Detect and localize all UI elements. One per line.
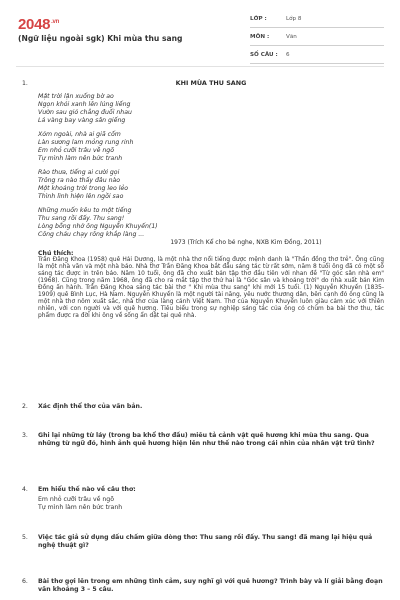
poem-stanza (38, 169, 384, 201)
question-1 (16, 80, 384, 320)
question-3 (16, 432, 384, 448)
poem-line: Thu sang rồi đấy. Thu sang! (38, 214, 125, 222)
poem-stanza (38, 207, 384, 239)
meta-row-grade (250, 10, 384, 28)
quoted-line: Em nhỏ cưỡi trâu về ngõ (38, 495, 115, 503)
poem-line: Rào thưa, tiếng ai cười gọi (38, 168, 120, 176)
poem-stanza (38, 93, 384, 125)
question-text: Em hiểu thế nào về câu thơ: (38, 486, 136, 493)
document-title: (Ngữ liệu ngoài sgk) Khi mùa thu sang (18, 34, 183, 43)
meta-label: MÔN : (250, 33, 270, 40)
poem-line: Em nhỏ cưỡi trâu về ngõ (38, 146, 115, 154)
poem-line: Trông ra nào thấy đâu nào (38, 176, 121, 184)
meta-label: LỚP : (250, 15, 267, 22)
logo-suffix: .vn (51, 19, 59, 25)
poem-line: Mặt trời lặn xuống bờ ao (38, 92, 114, 100)
question-text: Xác định thể thơ của văn bản. (38, 403, 143, 410)
meta-value: Văn (286, 33, 297, 40)
poem-title: KHI MÙA THU SANG (175, 79, 247, 87)
poem-line: Xóm ngoài, nhà ai giã cốm (38, 130, 121, 138)
question-number: 4. (22, 486, 28, 493)
quoted-lines (38, 496, 384, 513)
meta-value: 6 (286, 51, 290, 58)
poem-line: Vườn sau gió chẳng đuổi nhau (38, 108, 132, 116)
question-number: 5. (22, 534, 28, 541)
meta-row-subject (250, 28, 384, 46)
header-divider (16, 66, 384, 67)
poem-line: Ngọn khói xanh lên lúng liếng (38, 100, 131, 108)
poem-line: Một khoảng trời trong leo lẻo (38, 184, 129, 192)
site-logo[interactable] (18, 16, 59, 33)
poem-line: Lá vàng bay vàng sân giếng (38, 116, 126, 124)
poem-stanza (38, 131, 384, 163)
poem-line: Những muốn kêu to một tiếng (38, 206, 132, 214)
poem-line: Lòng bỗng nhớ ông Nguyễn Khuyến(1) (38, 222, 158, 230)
question-number: 2. (22, 403, 28, 410)
question-text: Việc tác giả sử dụng dấu chấm giữa dòng thơ: Thu sang rồi đấy. Thu sang! đã mang lại hiệu quả nghệ thuật gì? (38, 534, 373, 549)
poem-line: Thình lình hiện lên ngồi sao (38, 192, 124, 200)
poem-line: Tự mình làm nên bức tranh (38, 154, 123, 162)
question-number: 1. (22, 80, 28, 87)
quoted-line: Tự mình làm nên bức tranh (38, 504, 123, 512)
meta-table (250, 10, 384, 64)
question-2 (16, 403, 384, 411)
note-body: Trần Đăng Khoa (1958) quê Hải Dương, là một nhà thơ nổi tiếng được mệnh danh là "Thần đồng thơ trẻ". Ông cũng là một nhà văn và một nhà báo. Nhà thơ Trần Đăng Khoa bắt đầu sáng tác từ rất sớm, năm 8 tuổi ông đã có một số sáng tác được in trên báo. Năm 10 tuổi, ông đã cho xuất bản tập thơ đầu tiên với nhan đề "Từ góc sân nhà em"(1968). Cũng trong năm 1968, ông đã cho ra mắt tập thơ thứ hai là "Góc sân và khoảng trời" do nhà xuất bản Kim Đồng ấn hành. Trần Đăng Khoa sáng tác bài thơ " Khi mùa thu sang" khi mới 15 tuổi. (1) Nguyễn Khuyến (1835-1909) quê Bình Lục, Hà Nam. Nguyễn Khuyến là một người tài năng, yêu nước thương dân, bên cạnh đó ông cũng là một nhà thơ nôm xuất sắc, nhà thơ của làng cảnh Việt Nam. Thơ của Nguyễn Khuyến luôn giàu cảm xúc với thiên nhiên, với con người và với quê hương. Tiêu biểu trong sự nghiệp sáng tác của ông có chùm ba bài thơ thu, tác phẩm được ra đời khi ông về sống ẩn dật tại quê nhà. (38, 257, 384, 319)
question-4 (16, 486, 384, 513)
question-6 (16, 578, 384, 594)
meta-label: SỐ CÂU : (250, 51, 278, 58)
poem-line: Công cháu chạy rông khắp làng ... (38, 230, 145, 238)
meta-value: Lớp 8 (286, 15, 302, 22)
question-text: Bài thơ gợi lên trong em những tình cảm, suy nghĩ gì với quê hương? Trình bày và lí giải bằng đoạn văn khoảng 3 – 5 câu. (38, 578, 383, 593)
poem-line: Làn sương lam mỏng rung rinh (38, 138, 134, 146)
logo-text: 2048 (18, 16, 51, 33)
poem-source: 1973 (Trích Kể cho bé nghe, NXB Kim Đồng, 2011) (170, 238, 322, 246)
question-5 (16, 534, 384, 550)
question-number: 6. (22, 578, 28, 585)
question-number: 3. (22, 432, 28, 439)
question-text: Ghi lại những từ láy (trong ba khổ thơ đầu) miêu tả cảnh vật quê hương khi mùa thu sang. Qua những từ ngữ đó, hình ảnh quê hương hiện lên như thế nào trong cái nhìn của nhân vật trữ tình? (38, 432, 375, 447)
note-heading: Chú thích: (38, 249, 74, 257)
meta-row-count (250, 46, 384, 64)
